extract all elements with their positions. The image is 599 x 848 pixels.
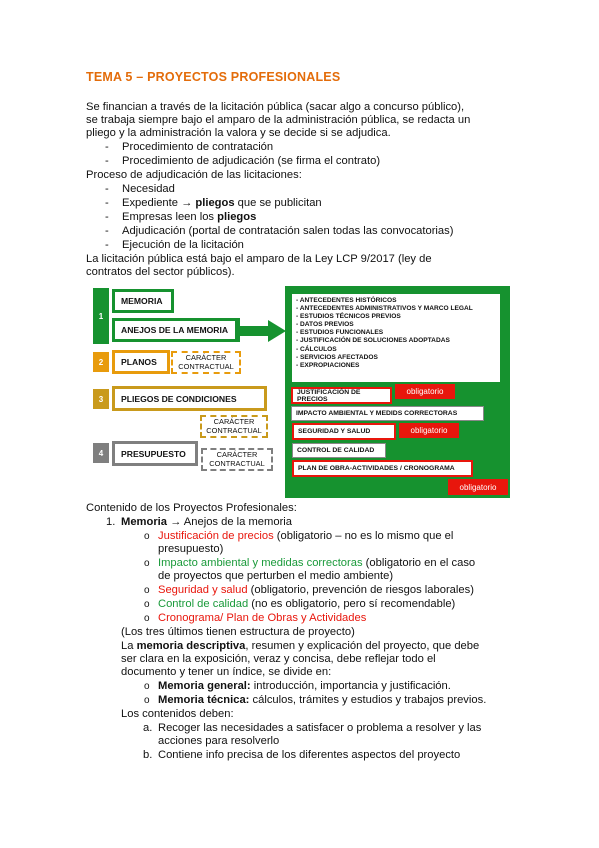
proceso-item-expediente: - Expediente → pliegos que se publicitan bbox=[122, 197, 322, 210]
caracter-contractual-planos: CARÁCTER CONTRACTUAL bbox=[171, 351, 241, 374]
sub-item-control: o Control de calidad (no es obligatorio, pero sí recomendable) bbox=[158, 598, 455, 611]
ley-line-1: La licitación pública está bajo el amparo de la Ley LCP 9/2017 (ley de bbox=[86, 253, 432, 265]
descriptiva-line-2: ser clara en la exposición, veraz y concisa, debe reflejar todo el bbox=[121, 653, 436, 665]
anejos-list-item: - ESTUDIOS FUNCIONALES bbox=[296, 329, 384, 337]
anejos-list bbox=[292, 294, 500, 382]
page-title: TEMA 5 – PROYECTOS PROFESIONALES bbox=[86, 70, 341, 84]
control-calidad-box: CONTROL DE CALIDAD bbox=[292, 443, 386, 458]
caracter-contractual-presupuesto: CARÁCTER CONTRACTUAL bbox=[201, 448, 273, 471]
contenidos-b-line-1: Contiene info precisa de los diferentes aspectos del proyecto bbox=[158, 749, 461, 761]
anejos-list-item: - EXPROPIACIONES bbox=[296, 361, 360, 369]
planos-box: PLANOS bbox=[112, 350, 170, 374]
justificacion-precios-box: JUSTIFICACIÓN DE PRECIOS bbox=[291, 387, 392, 404]
memoria-box: MEMORIA bbox=[112, 289, 174, 313]
obligatorio-badge: obligatorio bbox=[395, 384, 455, 399]
presupuesto-box: PRESUPUESTO bbox=[112, 441, 198, 466]
anejos-list-item: - ANTECEDENTES ADMINISTRATIVOS Y MARCO LEGAL bbox=[296, 305, 473, 313]
anejos-list-item: - JUSTIFICACIÓN DE SOLUCIONES ADOPTADAS bbox=[296, 337, 450, 345]
anejos-memoria-box: ANEJOS DE LA MEMORIA bbox=[112, 318, 240, 342]
contenidos-a-line-2: acciones para resolverlo bbox=[158, 735, 280, 747]
memoria-tecnica-item: o Memoria técnica: cálculos, trámites y estudios y trabajos previos. bbox=[158, 694, 486, 707]
number-badge-4: 4 bbox=[93, 443, 109, 463]
sub-item-justificacion: o Justificación de precios (obligatorio – no es lo mismo que el bbox=[158, 530, 453, 543]
contenidos-b-label: b. bbox=[143, 749, 153, 761]
pliegos-box: PLIEGOS DE CONDICIONES bbox=[112, 386, 267, 411]
memoria-general-item: o Memoria general: introducción, importancia y justificación. bbox=[158, 680, 451, 693]
obligatorio-badge: obligatorio bbox=[399, 423, 459, 438]
proceso-title: Proceso de adjudicación de las licitaciones: bbox=[86, 169, 302, 181]
sub-item-seguridad: o Seguridad y salud (obligatorio, prevención de riesgos laborales) bbox=[158, 584, 474, 597]
impacto-ambiental-box: IMPACTO AMBIENTAL Y MEDIDS CORRECTORAS bbox=[291, 406, 484, 421]
descriptiva-line-3: documento y tener un índice, se divide en: bbox=[121, 666, 332, 678]
contenidos-a-label: a. bbox=[143, 722, 153, 734]
anejos-list-item: - CÁLCULOS bbox=[296, 345, 337, 353]
estructura-note: (Los tres últimos tienen estructura de proyecto) bbox=[121, 626, 355, 638]
contenido-title: Contenido de los Proyectos Profesionales: bbox=[86, 502, 297, 514]
contenidos-a-line-1: Recoger las necesidades a satisfacer o problema a resolver y las bbox=[158, 722, 482, 734]
anejos-list-item: - DATOS PREVIOS bbox=[296, 321, 354, 329]
intro-line-1: Se financian a través de la licitación pública (sacar algo a concurso público), bbox=[86, 101, 465, 113]
sub-item-cronograma: o Cronograma/ Plan de Obras y Actividades bbox=[158, 612, 366, 625]
intro-line-3: pliego y la administración la valora y se decide si se adjudica. bbox=[86, 127, 391, 139]
ley-line-2: contratos del sector públicos). bbox=[86, 266, 235, 278]
proceso-item-necesidad: - Necesidad bbox=[122, 183, 175, 196]
arrow-right-icon bbox=[240, 320, 286, 342]
memoria-item: Memoria → Anejos de la memoria bbox=[121, 516, 293, 528]
procedimiento-contratacion: - Procedimiento de contratación bbox=[122, 141, 273, 154]
contenidos-title: Los contenidos deben: bbox=[121, 708, 234, 720]
number-badge-2: 2 bbox=[93, 352, 109, 372]
procedimiento-adjudicacion: - Procedimiento de adjudicación (se firma el contrato) bbox=[122, 155, 380, 168]
intro-line-2: se trabaja siempre bajo el amparo de la administración pública, se redacta un bbox=[86, 114, 471, 126]
anejos-list-item: - ESTUDIOS TÉCNICOS PREVIOS bbox=[296, 313, 401, 321]
proceso-item-empresas: - Empresas leen los pliegos bbox=[122, 211, 256, 224]
proceso-item-ejecucion: - Ejecución de la licitación bbox=[122, 239, 244, 252]
number-badge-3: 3 bbox=[93, 389, 109, 409]
sub-item-justificacion-cont: presupuesto) bbox=[158, 543, 224, 555]
memoria-item-number: 1. bbox=[106, 516, 116, 528]
plan-obra-box: PLAN DE OBRA-ACTIVIDADES / CRONOGRAMA bbox=[292, 460, 473, 477]
anejos-list-item: - ANTECEDENTES HISTÓRICOS bbox=[296, 297, 397, 304]
proceso-item-adjudicacion: - Adjudicación (portal de contratación salen todas las convocatorias) bbox=[122, 225, 453, 238]
number-badge-1: 1 bbox=[93, 288, 109, 344]
obligatorio-badge: obligatorio bbox=[448, 479, 508, 495]
anejos-list-item: - SERVICIOS AFECTADOS bbox=[296, 353, 378, 361]
sub-item-impacto: o Impacto ambiental y medidas correctoras (obligatorio en el caso bbox=[158, 557, 475, 570]
descriptiva-line-1: La memoria descriptiva, resumen y explicación del proyecto, que debe bbox=[121, 640, 480, 652]
caracter-contractual-pliegos: CARÁCTER CONTRACTUAL bbox=[200, 415, 268, 438]
seguridad-salud-box: SEGURIDAD Y SALUD bbox=[292, 423, 396, 440]
sub-item-impacto-cont: de proyectos que perturben el medio ambiente) bbox=[158, 570, 394, 582]
